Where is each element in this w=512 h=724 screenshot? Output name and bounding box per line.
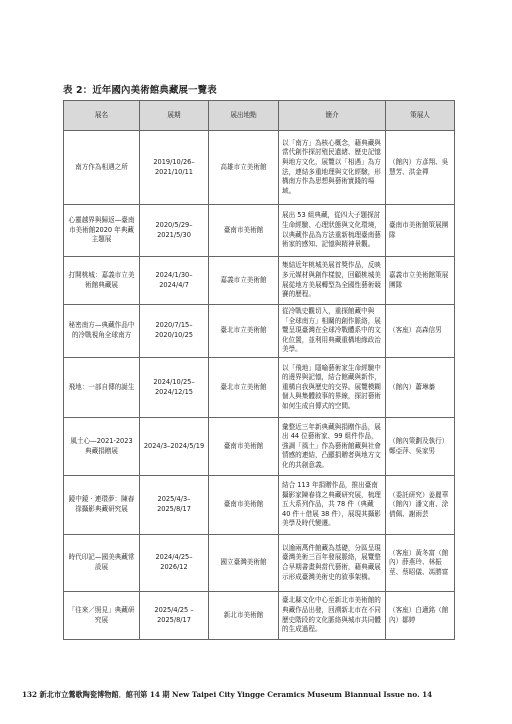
cell-period: 2019/10/26–2021/10/11 (140, 131, 209, 205)
cell-intro: 從冷戰史觀切入，重探館藏中與「全球南方」相關的創作脈絡，展覽呈現臺灣在全球冷戰體系中的文化位置，並利用典藏重構地緣政治美學。 (279, 305, 386, 358)
cell-period: 2020/7/15–2020/10/25 (140, 305, 209, 358)
cell-curator: 嘉義市立美術館策展團隊 (386, 257, 455, 305)
table-row (64, 305, 455, 358)
cell-name: 鏡中鏡 ‧ 連環夢：陳春祿攝影典藏研究展 (64, 476, 140, 535)
header-name: 展名 (64, 101, 140, 131)
cell-curator: 臺南市美術館策展團隊 (386, 205, 455, 257)
cell-period: 2024/10/25–2024/12/15 (140, 358, 209, 418)
cell-intro: 以逾兩萬件館藏為基礎，分區呈現臺灣美術三百年發展脈絡，展覽整合早期書畫與當代藝術，藉典藏展示形成臺灣美術史的敘事架構。 (279, 535, 386, 592)
header-intro: 簡介 (279, 101, 386, 131)
cell-name: 「往來／照見」典藏研究展 (64, 592, 140, 640)
table-header-row (64, 101, 455, 131)
header-venue: 展出地點 (209, 101, 279, 131)
cell-curator: （館內）方彥翔、吳慧芳、洪金禪 (386, 131, 455, 205)
cell-name: 心靈越界與歸返—臺南市美術館2020 年典藏主題展 (64, 205, 140, 257)
table-row (64, 592, 455, 640)
cell-venue: 高雄市立美術館 (209, 131, 279, 205)
cell-period: 2024/1/30–2024/4/7 (140, 257, 209, 305)
cell-period: 2024/4/25–2026/12 (140, 535, 209, 592)
cell-period: 2025/4/25 – 2025/8/17 (140, 592, 209, 640)
cell-intro: 展出 53 組典藏，從四大子題探討生命經驗、心理狀態與文化環境，以典藏作品為方法重新梳理臺南藝術家的感知、記憶與精神景觀。 (279, 205, 386, 257)
table-row (64, 131, 455, 205)
cell-intro: 彙整近三年新典藏與捐贈作品，展出 44 位藝術家、99 組件作品，強調「風土」作為藝術館藏與社會情感的連結，凸顯捐贈者與地方文化的共創意義。 (279, 418, 386, 476)
table-row (64, 205, 455, 257)
cell-name: 風土心—2021-2023 典藏捐贈展 (64, 418, 140, 476)
cell-curator: （館內）蕭琳蓁 (386, 358, 455, 418)
cell-venue: 臺北市立美術館 (209, 305, 279, 358)
cell-venue: 國立臺灣美術館 (209, 535, 279, 592)
cell-name: 秘密南方—典藏作品中的冷戰視角全球南方 (64, 305, 140, 358)
page-footer: 132 新北市立鶯歌陶瓷博物館．館刊第 14 期 New Taipei City Yingge Ceramics Museum Biannual Issue no. 14 (22, 690, 433, 699)
cell-venue: 臺南市美術館 (209, 418, 279, 476)
cell-period: 2025/4/3–2025/8/17 (140, 476, 209, 535)
cell-intro: 以「飛地」隱喻藝術家生命經驗中的邊界與記憶，結合館藏與新作，重構自我與歷史的交界。展覽模糊個人與集體敘事的界線，探討藝術如何生成自傳式的空間。 (279, 358, 386, 418)
cell-curator: （委託研究）姜麗華（館內）潘文甫、涂倩佩、謝雨芸 (386, 476, 455, 535)
cell-intro: 結合 113 年捐贈作品，推出臺南攝影家陳春祿之典藏研究展，梳理五大系列作品，共 78 件（典藏 40 件＋借展 38 件），展現其攝影美學及時代變遷。 (279, 476, 386, 535)
cell-intro: 臺北縣文化中心至新北市美術館的典藏作品出發，回溯新北市在不同歷史階段的文化脈絡與城市共同體的生成過程。 (279, 592, 386, 640)
cell-intro: 以「南方」為核心概念，藉典藏與當代創作探討殖民遺緒、歷史記憶與地方文化，展覽以「相遇」為方法，連結多重地理與文化經驗，形構南方作為思想與藝術實踐的場域。 (279, 131, 386, 205)
cell-name: 飛地：一部自傳的誕生 (64, 358, 140, 418)
cell-curator: （客座）黃冬富（館內）薛燕玲、林振莖、蔡昭儀、馮勝富 (386, 535, 455, 592)
cell-venue: 臺北市立美術館 (209, 358, 279, 418)
header-period: 展期 (140, 101, 209, 131)
cell-curator: （客座）高森信男 (386, 305, 455, 358)
cell-venue: 臺南市美術館 (209, 205, 279, 257)
cell-name: 打開桃城：嘉義市立美術館典藏展 (64, 257, 140, 305)
table-row (64, 418, 455, 476)
exhibition-table (63, 100, 455, 640)
cell-venue: 嘉義市立美術館 (209, 257, 279, 305)
cell-name: 時代印記—國美典藏常設展 (64, 535, 140, 592)
cell-venue: 新北市美術館 (209, 592, 279, 640)
cell-name: 南方作為相遇之所 (64, 131, 140, 205)
table-row (64, 476, 455, 535)
table-row (64, 257, 455, 305)
cell-curator: （客座）白適銘（館內）鄒婷 (386, 592, 455, 640)
cell-period: 2024/3–2024/5/19 (140, 418, 209, 476)
cell-period: 2020/5/29–2021/5/30 (140, 205, 209, 257)
table-row (64, 535, 455, 592)
cell-curator: （館內策劃及執行）鄭亞萍、吳家男 (386, 418, 455, 476)
table-caption: 表 2：近年國內美術館典藏展一覽表 (63, 85, 217, 96)
header-curator: 策展人 (386, 101, 455, 131)
cell-venue: 臺南市美術館 (209, 476, 279, 535)
table-row (64, 358, 455, 418)
cell-intro: 集結近年桃城美展首獎作品，反映多元媒材與創作樣貌，回顧桃城美展從地方美展轉型為全國性藝術競賽的歷程。 (279, 257, 386, 305)
